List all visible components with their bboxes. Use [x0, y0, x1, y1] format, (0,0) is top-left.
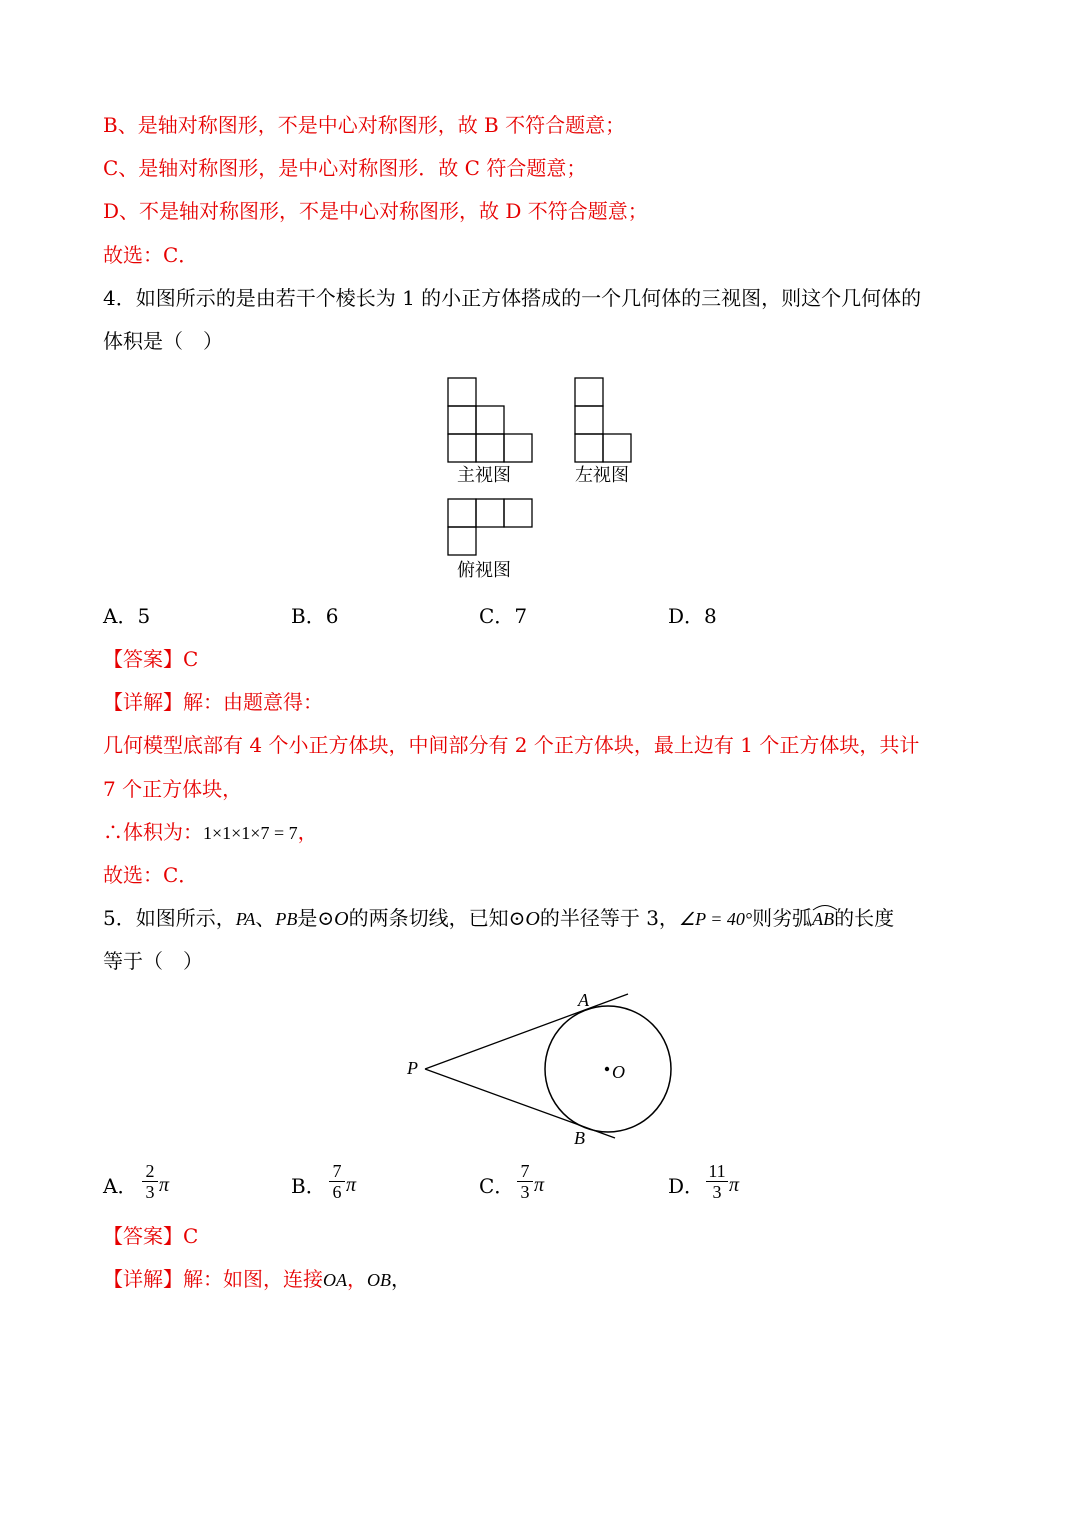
q5-option-c-pi: π — [534, 1174, 545, 1196]
label-a: A — [578, 990, 589, 1010]
q5-option-a-letter: A． — [103, 1174, 138, 1198]
q4-option-c: C．7 — [479, 604, 528, 628]
q4-detail-line-2: 7 个正方体块， — [103, 777, 243, 801]
q5-option-b-pi: π — [346, 1174, 357, 1196]
front-view-label: 主视图 — [457, 465, 511, 486]
tangent-pa — [425, 994, 628, 1069]
q5-stem-line-1: 5．如图所示，PA、PB是⊙O的两条切线，已知⊙O的半径等于 3，∠P = 40°则劣弧 AB的长度 — [103, 906, 895, 930]
q5-option-a-pi: π — [159, 1174, 170, 1196]
label-b: B — [574, 1128, 585, 1148]
left-view-grid — [575, 378, 631, 462]
label-o: O — [612, 1062, 625, 1082]
arc-ab: AB — [812, 907, 834, 931]
q5-option-d-pi: π — [729, 1174, 740, 1196]
q5-option-c-fraction: 7 3 — [517, 1162, 533, 1201]
q5-answer: 【答案】C — [103, 1224, 199, 1248]
q4-detail-intro: 【详解】解：由题意得： — [103, 690, 323, 714]
front-view-grid — [448, 378, 532, 462]
q5-option-b-letter: B． — [291, 1174, 326, 1198]
q4-stem-line-2: 体积是（ ） — [103, 329, 223, 353]
q5-tangent-circle-figure — [400, 985, 680, 1150]
top-view-grid — [448, 499, 532, 555]
top-view-label: 俯视图 — [457, 560, 511, 581]
q4-answer: 【答案】C — [103, 647, 199, 671]
q5-detail: 【详解】解：如图，连接OA，OB， — [103, 1267, 411, 1291]
q4-option-d: D．8 — [668, 604, 717, 628]
label-p: P — [407, 1058, 418, 1078]
q5-option-d-fraction: 11 3 — [706, 1162, 728, 1201]
prev-solution-line-d: D、不是轴对称图形，不是中心对称图形，故 D 不符合题意； — [103, 199, 648, 223]
prev-solution-conclusion: 故选：C． — [103, 243, 199, 267]
q4-detail-line-1: 几何模型底部有 4 个小正方体块，中间部分有 2 个正方体块，最上边有 1 个正方体块，共计 — [103, 733, 920, 757]
center-point — [605, 1067, 609, 1071]
q4-option-a: A．5 — [103, 604, 151, 628]
q4-detail-volume: ∴体积为：1×1×1×7 = 7， — [103, 820, 318, 844]
tangent-pb — [425, 1069, 615, 1138]
q5-option-a-fraction: 2 3 — [142, 1162, 158, 1201]
q4-stem-line-1: 4．如图所示的是由若干个棱长为 1 的小正方体搭成的一个几何体的三视图，则这个几何体的 — [103, 286, 922, 310]
q5-option-b-fraction: 7 6 — [329, 1162, 345, 1201]
q5-stem-line-2: 等于（ ） — [103, 949, 203, 973]
q5-option-c-letter: C． — [479, 1174, 515, 1198]
q4-conclusion: 故选：C． — [103, 863, 199, 887]
q5-option-d-letter: D． — [668, 1174, 705, 1198]
left-view-label: 左视图 — [575, 465, 629, 486]
prev-solution-line-c: C、是轴对称图形，是中心对称图形．故 C 符合题意； — [103, 156, 587, 180]
q4-option-b: B．6 — [291, 604, 339, 628]
prev-solution-line-b: B、是轴对称图形，不是中心对称图形，故 B 不符合题意； — [103, 113, 626, 137]
